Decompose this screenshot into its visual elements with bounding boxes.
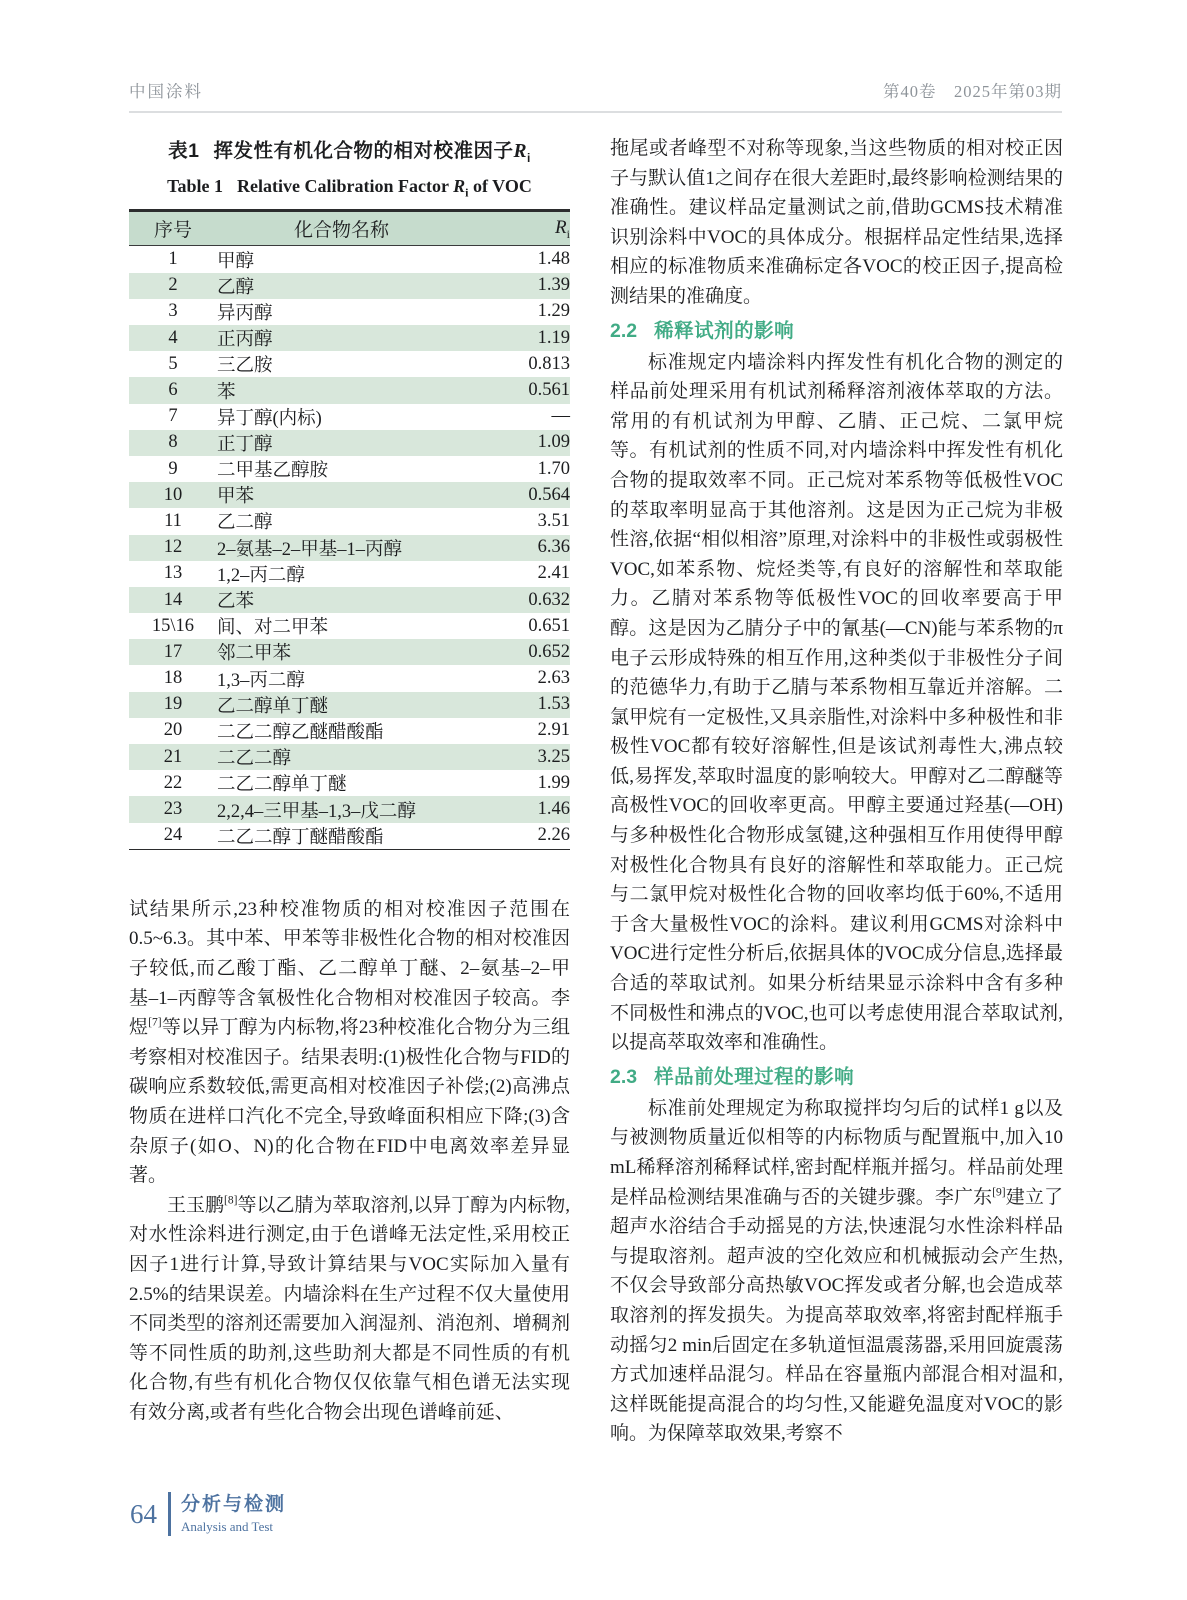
footer-section-zh: 分析与检测	[181, 1494, 287, 1515]
cell-no: 21	[163, 746, 183, 767]
cell-name: 二乙二醇单丁醚	[217, 775, 347, 796]
section-heading	[610, 1063, 1063, 1091]
table-body	[129, 246, 570, 849]
table-row	[129, 430, 570, 456]
column-header-no: 序号	[153, 220, 192, 242]
table-row	[129, 823, 570, 850]
page-number: 64	[130, 1499, 157, 1529]
cell-no: 22	[163, 772, 183, 793]
cell-name: 2,2,4–三甲基–1,3–戊二醇	[217, 801, 416, 822]
cell-ri: 1.99	[537, 772, 570, 793]
cell-no: 6	[168, 380, 178, 401]
table-caption-zh-symbol: R	[513, 141, 528, 162]
citation-ref: [7]	[148, 1016, 162, 1029]
table-row	[129, 692, 570, 718]
cell-no: 3	[168, 301, 178, 322]
citation-ref: [9]	[992, 1186, 1006, 1199]
cell-no: 12	[163, 537, 183, 558]
running-head	[129, 78, 1062, 113]
table-row	[129, 299, 570, 325]
cell-ri: 0.564	[528, 484, 570, 505]
cell-ri: 6.36	[537, 537, 570, 558]
cell-no: 19	[163, 694, 183, 715]
cell-ri: 1.19	[537, 327, 570, 348]
cell-no: 4	[168, 327, 178, 348]
cell-ri: 0.651	[528, 615, 570, 636]
cell-no: 17	[163, 641, 183, 662]
table-caption-zh-text: 挥发性有机化合物的相对校准因子	[213, 140, 514, 162]
table-row	[129, 639, 570, 665]
citation-ref: [8]	[224, 1194, 238, 1207]
cell-name: 乙醇	[217, 277, 255, 298]
cell-name: 乙二醇	[217, 513, 273, 534]
cell-name: 二乙二醇丁醚醋酸酯	[217, 827, 384, 848]
cell-name: 1,2–丙二醇	[217, 565, 305, 586]
cell-name: 异丙醇	[217, 303, 273, 324]
section-title: 稀释试剂的影响	[654, 319, 795, 342]
cell-no: 23	[163, 799, 183, 820]
section-title: 样品前处理过程的影响	[654, 1065, 855, 1088]
table-row	[129, 613, 570, 639]
cell-no: 11	[164, 510, 182, 531]
cell-ri: 1.53	[537, 694, 570, 715]
cell-ri: 3.51	[537, 510, 570, 531]
table-caption-en-symbol: R	[453, 175, 466, 196]
footer-section	[181, 1493, 286, 1535]
cell-no: 1	[168, 249, 178, 270]
cell-no: 10	[163, 484, 183, 505]
section-heading	[610, 317, 1063, 345]
cell-no: 7	[168, 406, 178, 427]
cell-name: 三乙胺	[217, 356, 273, 377]
table-row	[129, 325, 570, 351]
paragraph: 拖尾或者峰型不对称等现象,当这些物质的相对校正因子与默认值1之间存在很大差距时,最终影响检测结果的准确性。建议样品定量测试之前,借助GCMS技术精准识别涂料中VOC的具体成分。根据样品定性结果,选择相应的标准物质来准确标定各VOC的校正因子,提高检测结果的准确度。	[610, 138, 1063, 307]
left-column-text	[129, 895, 570, 1428]
paragraph: 试结果所示,23种校准物质的相对校准因子范围在0.5~6.3。其中苯、甲苯等非极性化合物的相对校准因子较低,而乙酸丁酯、乙二醇单丁醚、2–氨基–2–甲基–1–丙醇等含氧极性化合物相对校准因子较高。李煜[7]等以异丁醇为内标物,将23种校准化合物分为三组考察相对校准因子。结果表明:(1)极性化合物与FID的碳响应系数较低,需更高相对校准因子补偿;(2)高沸点物质在进样口汽化不完全,导致峰面积相应下降;(3)含杂原子(如O、N)的化合物在FID中电离效率差异显著。	[129, 898, 570, 1187]
table-header-row	[129, 211, 570, 246]
table-row	[129, 535, 570, 561]
table-caption-zh	[129, 138, 570, 171]
table-row	[129, 404, 570, 430]
table-caption-en-text-after: of VOC	[473, 175, 532, 196]
cell-ri: 2.91	[537, 720, 570, 741]
section-number: 2.3	[610, 1065, 638, 1088]
cell-ri: 1.46	[537, 799, 570, 820]
cell-ri: 3.25	[537, 746, 570, 767]
cell-no: 13	[163, 563, 183, 584]
cell-ri: 1.39	[537, 275, 570, 296]
cell-ri: 2.63	[537, 668, 570, 689]
cell-name: 2–氨基–2–甲基–1–丙醇	[217, 539, 403, 560]
table-row	[129, 377, 570, 403]
cell-name: 苯	[217, 382, 236, 403]
issue-info: 第40卷 2025年第03期	[883, 82, 1062, 101]
column-header-ri	[466, 211, 570, 246]
left-column	[129, 138, 570, 1427]
cell-name: 异丁醇(内标)	[217, 408, 322, 429]
table-row	[129, 665, 570, 691]
table-row	[129, 482, 570, 508]
cell-ri: 0.813	[528, 353, 570, 374]
footer-divider	[168, 1492, 171, 1536]
table-caption-zh-symbol-sub: i	[527, 150, 531, 165]
table-row	[129, 744, 570, 770]
cell-name: 二乙二醇乙醚醋酸酯	[217, 722, 384, 743]
table-row	[129, 273, 570, 299]
section-number: 2.2	[610, 319, 638, 342]
table-caption-en-symbol-sub: i	[465, 185, 469, 200]
cell-no: 9	[168, 458, 178, 479]
cell-name: 邻二甲苯	[217, 644, 292, 665]
cell-name: 乙苯	[217, 592, 255, 613]
table-caption-zh-label: 表1	[168, 140, 200, 162]
cell-no: 2	[168, 275, 178, 296]
table-caption-en-text: Relative Calibration Factor	[237, 175, 449, 196]
cell-ri: 0.632	[528, 589, 570, 610]
paragraph: 标准规定内墙涂料内挥发性有机化合物的测定的样品前处理采用有机试剂稀释溶剂液体萃取的方法。常用的有机试剂为甲醇、乙腈、正己烷、二氯甲烷等。有机试剂的性质不同,对内墙涂料中挥发性有机化合物的提取效率不同。正己烷对苯系物等低极性VOC的萃取率明显高于其他溶剂。这是因为正己烷为非极性溶,依据“相似相溶”原理,对涂料中的非极性或弱极性VOC,如苯系物、烷烃类等,有良好的溶解性和萃取能力。乙腈对苯系物等低极性VOC的回收率要高于甲醇。这是因为乙腈分子中的氰基(—CN)能与苯系物的π电子云形成特殊的相互作用,这种类似于非极性分子间的范德华力,有助于乙腈与苯系物相互靠近并溶解。二氯甲烷有一定极性,又具亲脂性,对涂料中多种极性和非极性VOC都有较好溶解性,但是该试剂毒性大,沸点较低,易挥发,萃取时温度的影响较大。甲醇对乙二醇醚等高极性VOC的回收率更高。甲醇主要通过羟基(—OH)与多种极性化合物形成氢键,这种强相互作用使得甲醇对极性化合物具有良好的溶解性和萃取能力。正己烷与二氯甲烷对极性化合物的回收率均低于60%,不适用于含大量极性VOC的涂料。建议利用GCMS对涂料中VOC进行定性分析后,依据具体的VOC成分信息,选择最合适的萃取试剂。如果分析结果显示涂料中含有多种不同极性和沸点的VOC,也可以考虑使用混合萃取试剂,以提高萃取效率和准确性。	[610, 351, 1063, 1054]
column-header-ri-symbol: R	[555, 216, 567, 238]
table-caption-en-label: Table 1	[167, 175, 224, 196]
cell-no: 8	[168, 432, 178, 453]
paragraph: 王玉鹏[8]等以乙腈为萃取溶剂,以异丁醇为内标物,对水性涂料进行测定,由于色谱峰无法定性,采用校正因子1进行计算,导致计算结果与VOC实际加入量有2.5%的结果误差。内墙涂料在生产过程不仅大量使用不同类型的溶剂还需要加入润湿剂、消泡剂、增稠剂等不同性质的助剂,这些助剂大都是不同性质的有机化合物,有些有机化合物仅仅依靠气相色谱无法实现有效分离,或者有些化合物会出现色谱峰前延、	[129, 1194, 570, 1423]
cell-ri: 2.26	[537, 825, 570, 846]
table-row	[129, 246, 570, 273]
column-header-name: 化合物名称	[293, 220, 389, 242]
column-header-ri-sub: i	[566, 226, 570, 241]
table-row	[129, 351, 570, 377]
cell-name: 甲醇	[217, 251, 255, 272]
cell-no: 14	[163, 589, 183, 610]
table-row	[129, 456, 570, 482]
cell-name: 二乙二醇	[217, 749, 292, 770]
cell-ri: 0.561	[528, 380, 570, 401]
table-caption-en	[129, 174, 570, 205]
cell-name: 甲苯	[217, 487, 255, 508]
cell-ri: 1.29	[537, 301, 570, 322]
cell-name: 正丙醇	[217, 330, 273, 351]
cell-no: 20	[163, 720, 183, 741]
table-row	[129, 561, 570, 587]
footer-section-en: Analysis and Test	[181, 1519, 274, 1534]
cell-ri: 1.70	[537, 458, 570, 479]
cell-ri: 0.652	[528, 641, 570, 662]
cell-ri: 2.41	[537, 563, 570, 584]
page-footer	[130, 1492, 286, 1536]
table-row	[129, 587, 570, 613]
cell-name: 1,3–丙二醇	[217, 670, 305, 691]
table-row	[129, 796, 570, 822]
table-row	[129, 718, 570, 744]
cell-ri: 1.09	[537, 432, 570, 453]
cell-name: 正丁醇	[217, 434, 273, 455]
calibration-factor-table	[129, 209, 570, 849]
table-row	[129, 508, 570, 534]
table-row	[129, 770, 570, 796]
right-column-text	[610, 134, 1063, 1449]
cell-no: 24	[163, 825, 183, 846]
journal-name: 中国涂料	[129, 82, 203, 101]
cell-no: 15\16	[151, 615, 195, 636]
cell-no: 18	[163, 668, 183, 689]
cell-no: 5	[168, 353, 178, 374]
paragraph: 标准前处理规定为称取搅拌均匀后的试样1 g以及与被测物质量近似相等的内标物质与配置瓶中,加入10 mL稀释溶剂稀释试样,密封配样瓶并摇匀。样品前处理是样品检测结果准确与否的关键步骤。李广东[9]建立了超声水浴结合手动摇晃的方法,快速混匀水性涂料样品与提取溶剂。超声波的空化效应和机械振动会产生热,不仅会导致部分高热敏VOC挥发或者分解,也会造成萃取溶剂的挥发损失。为提高萃取效率,将密封配样瓶手动摇匀2 min后固定在多轨道恒温震荡器,采用回旋震荡方式加速样品混匀。样品在容量瓶内部混合相对温和,这样既能提高混合的均匀性,又能避免温度对VOC的影响。为保障萃取效果,考察不	[610, 1097, 1063, 1445]
cell-name: 二甲基乙醇胺	[217, 461, 329, 482]
cell-name: 乙二醇单丁醚	[217, 696, 329, 717]
cell-name: 间、对二甲苯	[217, 618, 329, 639]
cell-ri: —	[551, 406, 570, 427]
cell-ri: 1.48	[537, 249, 570, 270]
